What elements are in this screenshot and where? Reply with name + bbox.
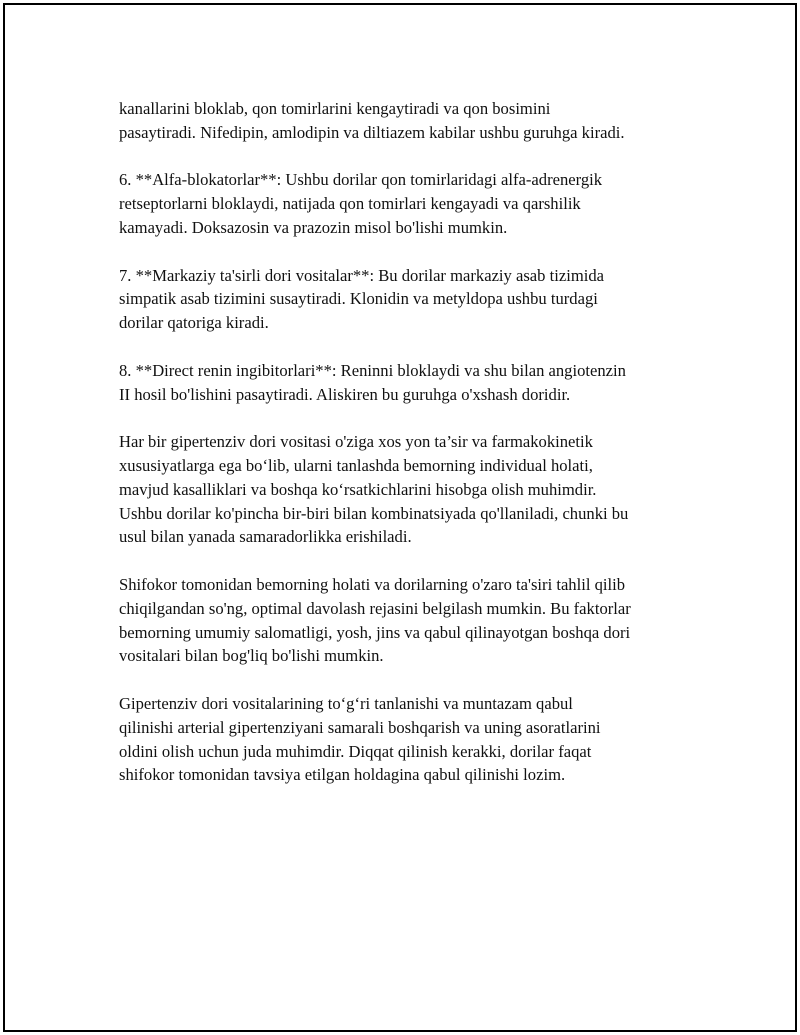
paragraph-alpha-blockers xyxy=(119,168,699,239)
text-line: pasaytiradi. Nifedipin, amlodipin va diltiazem kabilar ushbu guruhga kiradi. xyxy=(119,122,625,142)
text-line: Har bir gipertenziv dori vositasi o'ziga xos yon ta’sir va farmakokinetik xyxy=(119,432,593,452)
text-line: qilinishi arterial gipertenziyani samarali boshqarish va uning asoratlarini xyxy=(119,717,601,737)
text-line: kamayadi. Doksazosin va prazozin misol bo'lishi mumkin. xyxy=(119,217,508,237)
paragraph-central-acting-agents xyxy=(119,264,699,335)
text-line: 8. **Direct renin ingibitorlari**: Reninni bloklaydi va shu bilan angiotenzin xyxy=(119,360,626,380)
paragraph-calcium-channel-blockers xyxy=(119,97,699,145)
text-line: 6. **Alfa-blokatorlar**: Ushbu dorilar qon tomirlaridagi alfa-adrenergik xyxy=(119,170,603,190)
paragraph-direct-renin-inhibitors xyxy=(119,359,699,407)
text-line: shifokor tomonidan tavsiya etilgan holdagina qabul qilinishi lozim. xyxy=(119,765,566,785)
text-line: Gipertenziv dori vositalarining to‘g‘ri tanlanishi va muntazam qabul xyxy=(119,693,573,713)
text-line: retseptorlarni bloklaydi, natijada qon tomirlari kengayadi va qarshilik xyxy=(119,194,581,214)
text-line: simpatik asab tizimini susaytiradi. Klonidin va metyldopa ushbu turdagi xyxy=(119,289,598,309)
text-line: chiqilgandan so'ng, optimal davolash rejasini belgilash mumkin. Bu faktorlar xyxy=(119,598,631,618)
paragraph-conclusion xyxy=(119,692,699,787)
text-line: Ushbu dorilar ko'pincha bir-biri bilan kombinatsiyada qo'llaniladi, chunki bu xyxy=(119,503,629,523)
paragraph-physician-treatment-plan xyxy=(119,573,699,668)
text-line: 7. **Markaziy ta'sirli dori vositalar**: Bu dorilar markaziy asab tizimida xyxy=(119,265,604,285)
text-line: mavjud kasalliklari va boshqa ko‘rsatkichlarini hisobga olish muhimdir. xyxy=(119,479,597,499)
text-line: usul bilan yanada samaradorlikka erishiladi. xyxy=(119,527,412,547)
text-line: Shifokor tomonidan bemorning holati va dorilarning o'zaro ta'siri tahlil qilib xyxy=(119,574,626,594)
paragraph-side-effects-summary xyxy=(119,430,699,549)
text-line: vositalari bilan bog'liq bo'lishi mumkin. xyxy=(119,646,384,666)
page-frame xyxy=(3,3,797,1032)
text-line: II hosil bo'lishini pasaytiradi. Aliskiren bu guruhga o'xshash doridir. xyxy=(119,384,571,404)
document-body xyxy=(119,97,699,811)
text-line: kanallarini bloklab, qon tomirlarini kengaytiradi va qon bosimini xyxy=(119,99,551,118)
text-line: dorilar qatoriga kiradi. xyxy=(119,313,269,333)
text-line: oldini olish uchun juda muhimdir. Diqqat qilinish kerakki, dorilar faqat xyxy=(119,741,592,761)
text-line: xususiyatlarga ega bo‘lib, ularni tanlashda bemorning individual holati, xyxy=(119,455,593,475)
text-line: bemorning umumiy salomatligi, yosh, jins va qabul qilinayotgan boshqa dori xyxy=(119,622,631,642)
